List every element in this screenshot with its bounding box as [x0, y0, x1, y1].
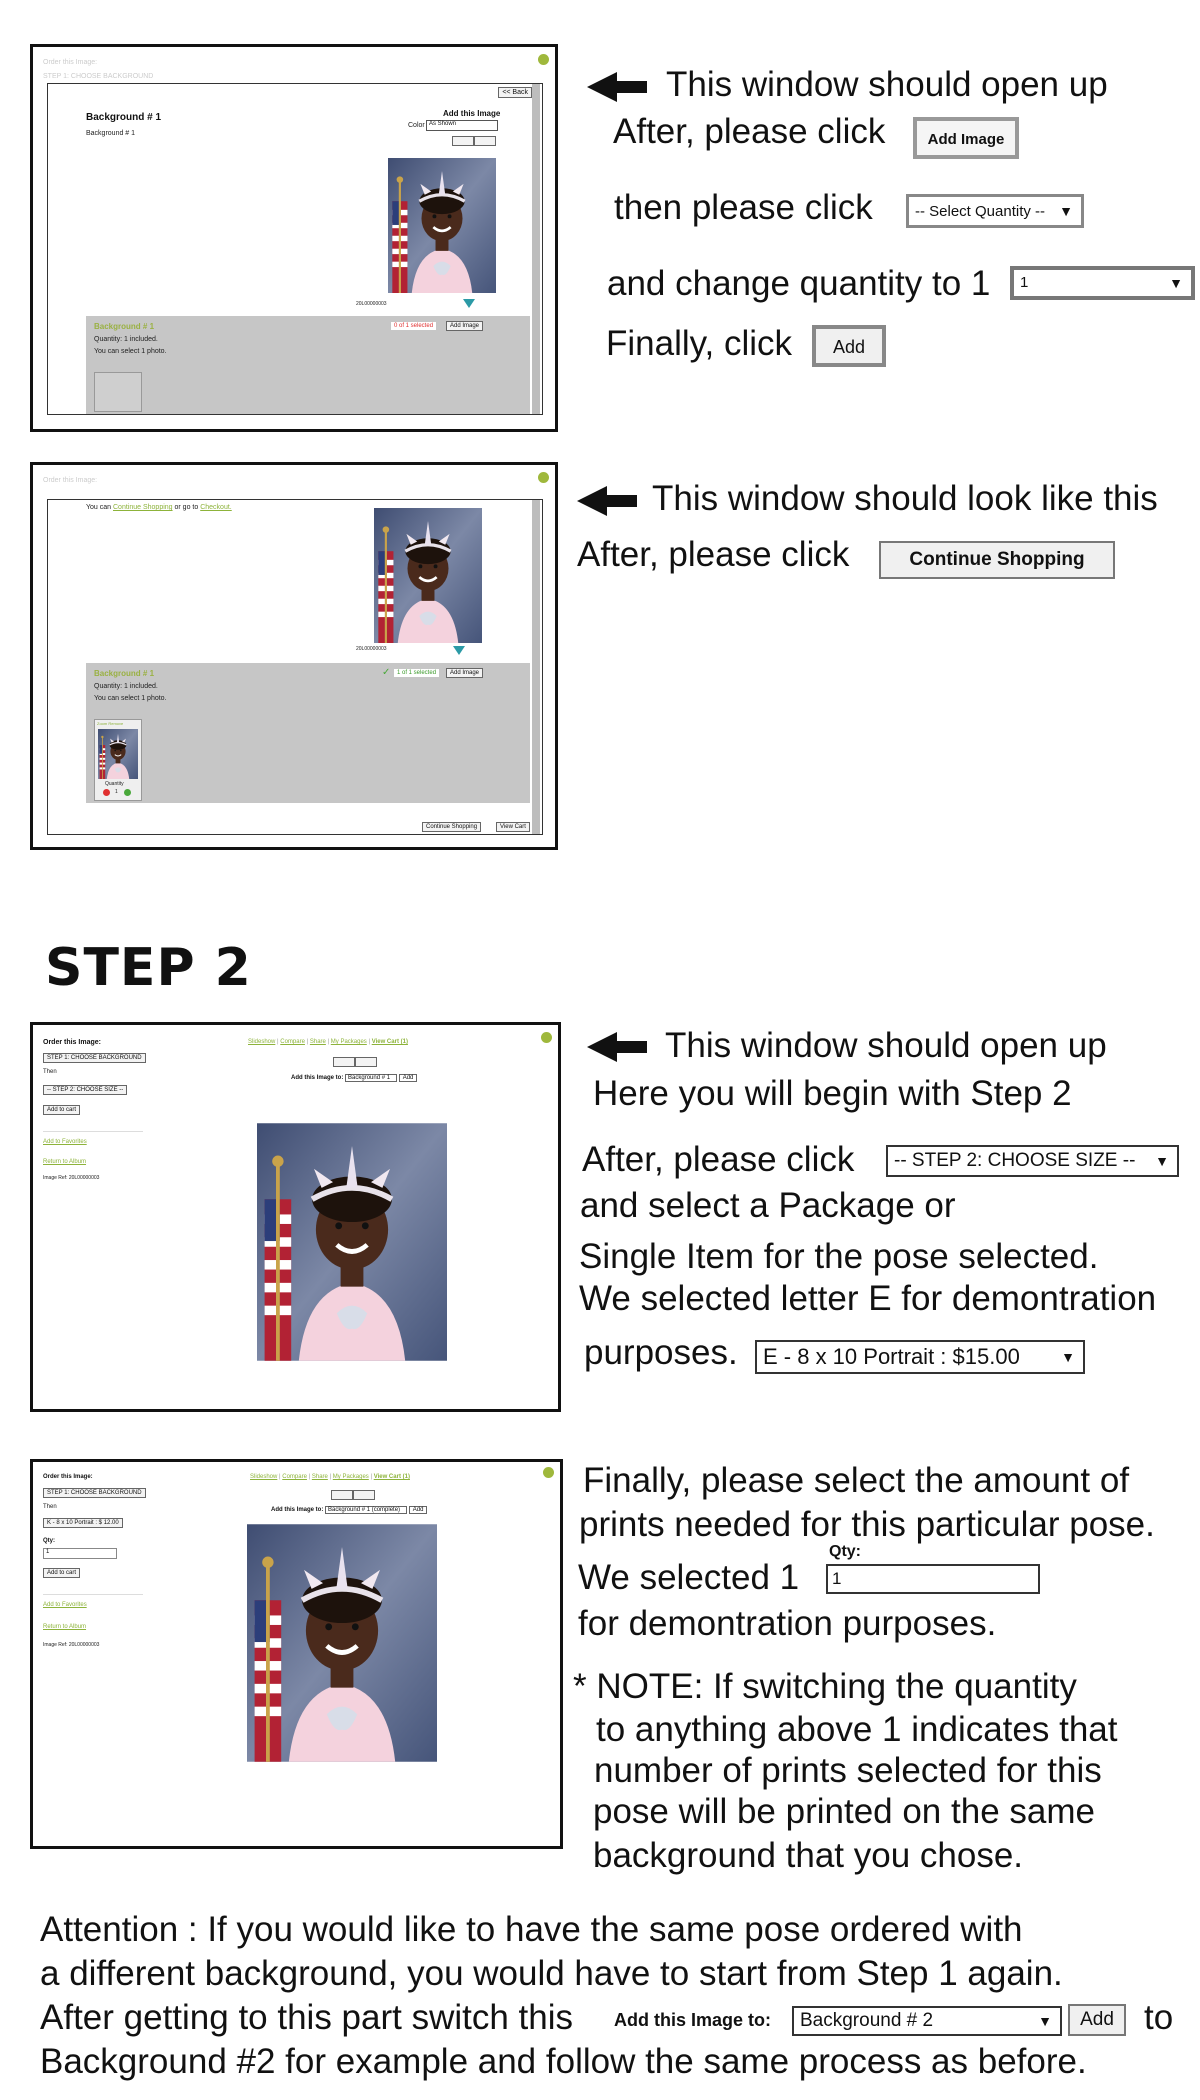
qty-label: Qty:: [43, 1538, 55, 1544]
s1-line2: After, please click: [613, 112, 886, 151]
qty-label-example: Qty:: [829, 1543, 861, 1560]
close-icon[interactable]: [538, 54, 549, 65]
image-ref: 20L00000003: [356, 646, 387, 652]
image-ref: 20L00000003: [356, 301, 387, 307]
panel-title: Background # 1: [94, 669, 155, 678]
scrollbar[interactable]: [532, 84, 540, 414]
note-line5: background that you chose.: [593, 1836, 1024, 1875]
nav-view-cart[interactable]: View Cart (1): [371, 1039, 408, 1045]
inline-background-select: [792, 2006, 1062, 2036]
portrait-photo: [388, 158, 496, 293]
selected-badge: 1 of 1 selected: [394, 669, 439, 677]
caret-down-icon: ▼: [1061, 1349, 1075, 1365]
modal-window: [47, 83, 543, 415]
prev-arrow-button[interactable]: [333, 1057, 355, 1067]
checkout-link[interactable]: Checkout.: [200, 504, 232, 511]
color-label: Color: [408, 122, 425, 129]
next-arrow-button[interactable]: [353, 1490, 375, 1500]
note-line1: * NOTE: If switching the quantity: [573, 1667, 1077, 1706]
close-icon[interactable]: [541, 1032, 552, 1043]
s2-line1: This window should look like this: [652, 479, 1158, 518]
choose-size-text: -- STEP 2: CHOOSE SIZE --: [894, 1150, 1136, 1171]
link-mid: or go to: [174, 504, 199, 511]
color-select[interactable]: [426, 120, 498, 131]
nav-sep: |: [275, 1039, 281, 1045]
nav-sep: |: [368, 1474, 374, 1480]
selected-thumbnail-card: [94, 719, 142, 801]
s1-line4: and change quantity to 1: [607, 264, 991, 303]
inline-add-to-label: Add this Image to:: [614, 2010, 771, 2030]
inline-select-text: Background # 2: [800, 2010, 934, 2031]
link-prefix: You can: [86, 504, 112, 511]
return-album-link[interactable]: Return to Album: [43, 1624, 87, 1630]
s4-line1: Finally, please select the amount of: [583, 1461, 1130, 1500]
left-arrow-icon: [570, 486, 644, 516]
caret-down-icon: ▼: [1038, 2013, 1052, 2029]
step2-size-select[interactable]: -- STEP 2: CHOOSE SIZE --: [43, 1085, 127, 1095]
s4-line2: prints needed for this particular pose.: [579, 1505, 1155, 1544]
nav-view-cart[interactable]: View Cart (1): [373, 1474, 410, 1480]
continue-shopping-example: Continue Shopping: [879, 541, 1115, 579]
nav-sep: |: [306, 1474, 312, 1480]
s3-line3: After, please click: [582, 1140, 855, 1179]
add-to-select[interactable]: Background # 1 (complete): [325, 1506, 407, 1514]
step1-button[interactable]: STEP 1: CHOOSE BACKGROUND: [43, 1053, 146, 1063]
view-cart-button[interactable]: View Cart: [496, 822, 530, 832]
thumb-links[interactable]: Zoom Remove: [97, 721, 124, 726]
order-label: Order this Image:: [43, 1474, 93, 1480]
nav-my-packages[interactable]: My Packages: [332, 1474, 369, 1480]
note-line4: pose will be printed on the same: [593, 1792, 1095, 1831]
qty-number: 1: [115, 789, 118, 795]
qty-info: Quantity: 1 included.: [94, 336, 158, 343]
return-album-link[interactable]: Return to Album: [43, 1159, 87, 1165]
color-select-value: As Shown: [429, 121, 457, 127]
nav-share[interactable]: Share: [309, 1039, 326, 1045]
nav-slideshow[interactable]: Slideshow: [248, 1039, 276, 1045]
qty-input-example: [826, 1564, 1040, 1594]
minus-icon[interactable]: [103, 789, 110, 796]
attention-line3-pre: After getting to this part switch this: [40, 1998, 574, 2037]
order-label: Order this Image:: [43, 477, 98, 484]
step1-faded: STEP 1: CHOOSE BACKGROUND: [43, 73, 154, 80]
selected-badge: 0 of 1 selected: [391, 322, 436, 330]
qty-input[interactable]: [43, 1548, 117, 1559]
top-nav: [250, 1474, 410, 1480]
modal-title: Background # 1: [86, 112, 162, 123]
qty-input-example-value: 1: [832, 1569, 842, 1588]
select-info: You can select 1 photo.: [94, 348, 167, 355]
nav-slideshow[interactable]: Slideshow: [250, 1474, 278, 1480]
add-to-select[interactable]: Background # 1: [345, 1074, 397, 1082]
s3-line7: purposes.: [584, 1333, 738, 1372]
size-select[interactable]: K - 8 x 10 Portrait : $ 12.00: [43, 1518, 123, 1528]
left-arrow-icon: [580, 72, 654, 102]
check-icon: ✓: [382, 667, 391, 678]
continue-checkout-line: [86, 504, 232, 511]
nav-sep: |: [304, 1039, 310, 1045]
select-info: You can select 1 photo.: [94, 695, 167, 702]
panel-add-image-button[interactable]: Add Image: [446, 668, 483, 678]
attention-line4: Background #2 for example and follow the same process as before.: [40, 2042, 1087, 2081]
add-small-button[interactable]: Add: [409, 1506, 428, 1514]
s1-line1: This window should open up: [666, 65, 1108, 104]
screenshot-qty-window: [30, 1459, 563, 1849]
continue-shopping-button[interactable]: Continue Shopping: [422, 822, 481, 832]
order-label: Order this Image:: [43, 59, 98, 66]
add-this-image-label: Add this Image: [443, 109, 501, 118]
inline-add-button: Add: [1068, 2004, 1126, 2036]
then-label: Then: [43, 1504, 57, 1510]
quantity-select-value: 1: [1020, 274, 1029, 291]
size-e-select-example: [755, 1340, 1085, 1374]
qty-info: Quantity: 1 included.: [94, 683, 158, 690]
s3-line5: Single Item for the pose selected.: [579, 1237, 1099, 1276]
caret-down-icon: ▼: [1169, 275, 1183, 291]
add-to-cart-button[interactable]: Add to cart: [43, 1568, 80, 1578]
portrait-photo: [374, 508, 482, 643]
attention-line3-post: to: [1144, 1998, 1174, 2037]
add-to-row: [271, 1507, 427, 1513]
plus-icon[interactable]: [124, 789, 131, 796]
divider: [43, 1131, 143, 1132]
s1-line5: Finally, click: [606, 324, 793, 363]
close-icon[interactable]: [538, 472, 549, 483]
attention-line2: a different background, you would have to start from Step 1 again.: [40, 1954, 1063, 1993]
caret-down-icon: ▼: [1155, 1153, 1169, 1169]
note-line2: to anything above 1 indicates that: [596, 1710, 1118, 1749]
screenshot-after-add-window: [30, 462, 558, 850]
thumbnail-photo: [98, 729, 138, 779]
background-panel: [86, 316, 530, 414]
select-quantity-example: [906, 194, 1084, 228]
nav-sep: |: [325, 1039, 331, 1045]
add-to-cart-button[interactable]: Add to cart: [43, 1105, 80, 1115]
next-arrow-button[interactable]: [474, 136, 496, 146]
panel-add-image-button[interactable]: Add Image: [446, 321, 483, 331]
s2-line2: After, please click: [577, 535, 850, 574]
qty-input-value: 1: [46, 1549, 50, 1555]
close-icon[interactable]: [543, 1467, 554, 1478]
modal-window: [47, 499, 543, 835]
nav-sep: |: [366, 1039, 372, 1045]
back-button[interactable]: << Back: [498, 87, 532, 98]
s3-line1: This window should open up: [665, 1026, 1107, 1065]
left-arrow-icon: [580, 1032, 654, 1062]
add-favorites-link[interactable]: Add to Favorites: [43, 1602, 87, 1608]
size-e-text: E - 8 x 10 Portrait : $15.00: [763, 1344, 1020, 1369]
s1-line3: then please click: [614, 188, 873, 227]
caret-down-icon: ▼: [1059, 203, 1073, 219]
scrollbar[interactable]: [532, 500, 540, 834]
portrait-photo: [257, 1123, 447, 1361]
next-arrow-button[interactable]: [355, 1057, 377, 1067]
add-small-button[interactable]: Add: [399, 1074, 418, 1082]
add-to-row: [291, 1075, 417, 1081]
prev-arrow-button[interactable]: [452, 136, 474, 146]
attention-line1: Attention : If you would like to have the same pose ordered with: [40, 1910, 1023, 1949]
s3-line2: Here you will begin with Step 2: [593, 1074, 1072, 1113]
select-quantity-text: -- Select Quantity --: [915, 203, 1046, 220]
nav-compare[interactable]: Compare: [280, 1039, 305, 1045]
quantity-label: Quantity: [105, 781, 124, 787]
image-ref: Image Ref: 20L00000003: [43, 1642, 100, 1648]
nav-my-packages[interactable]: My Packages: [330, 1039, 367, 1045]
image-ref: Image Ref: 20L00000003: [43, 1175, 100, 1181]
down-arrow-icon: [463, 299, 475, 308]
step1-button[interactable]: STEP 1: CHOOSE BACKGROUND: [43, 1488, 146, 1498]
portrait-photo: [247, 1524, 437, 1762]
quantity-select-example: [1010, 266, 1195, 300]
nav-sep: |: [327, 1474, 333, 1480]
nav-compare[interactable]: Compare: [282, 1474, 307, 1480]
then-label: Then: [43, 1069, 57, 1075]
prev-arrow-button[interactable]: [331, 1490, 353, 1500]
step2-heading: STEP 2: [45, 938, 252, 998]
note-line3: number of prints selected for this: [594, 1751, 1102, 1790]
order-label: Order this Image:: [43, 1039, 101, 1046]
screenshot-step2-window: [30, 1022, 561, 1412]
down-arrow-icon: [453, 646, 465, 655]
add-favorites-link[interactable]: Add to Favorites: [43, 1139, 87, 1145]
s3-line4: and select a Package or: [580, 1186, 956, 1225]
add-image-button-example: Add Image: [913, 117, 1019, 159]
continue-shopping-link[interactable]: Continue Shopping: [113, 504, 173, 511]
background-panel: [86, 663, 530, 803]
s4-line4: for demontration purposes.: [578, 1604, 997, 1643]
top-nav: [248, 1039, 408, 1045]
divider: [43, 1594, 143, 1595]
s4-line3: We selected 1: [578, 1558, 800, 1597]
nav-sep: |: [277, 1474, 283, 1480]
choose-size-select-example: [886, 1145, 1179, 1177]
add-to-label: Add this Image to:: [271, 1507, 324, 1513]
add-button-example: Add: [812, 325, 886, 367]
panel-title: Background # 1: [94, 322, 155, 331]
add-to-label: Add this Image to:: [291, 1075, 344, 1081]
screenshot-add-image-window: [30, 44, 558, 432]
s3-line6: We selected letter E for demontration: [579, 1279, 1157, 1318]
empty-slot: [94, 372, 142, 412]
modal-subtitle: Background # 1: [86, 130, 136, 137]
nav-share[interactable]: Share: [311, 1474, 328, 1480]
